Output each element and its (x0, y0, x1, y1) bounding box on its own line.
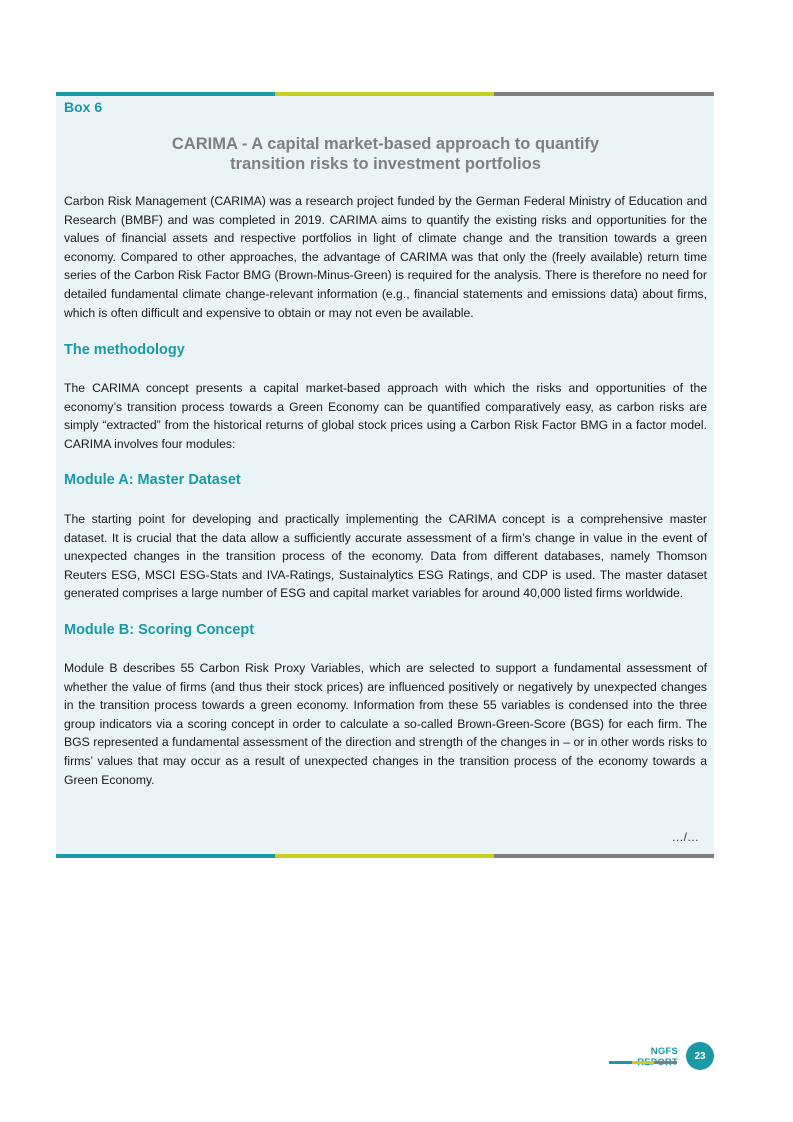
box-title-line-1: CARIMA - A capital market-based approach to quantify (171, 135, 600, 153)
box-label: Box 6 (64, 99, 103, 115)
heading-module-b: Module B: Scoring Concept (64, 622, 255, 638)
heading-module-a: Module A: Master Dataset (64, 472, 241, 488)
methodology-paragraph: The CARIMA concept presents a capital market-based approach with which the risks and opportunities of the economy’s transition process towards a Green Economy can be quantified comparatively easy, as carbon risks are simply “extracted” from the historical returns of global stock prices using a Carbon Risk Factor BMG in a factor model. CARIMA involves four modules: (64, 381, 707, 451)
module-a-paragraph: The starting point for developing and practically implementing the CARIMA concept is a comprehensive master dataset. It is crucial that the data allow a sufficiently accurate assessment of a firm’s change in value in the event of unexpected changes in the transition process of the economy. Data from different databases, namely Thomson Reuters ESG, MSCI ESG-Stats and IVA-Ratings, Sustainalytics ESG Ratings, and CDP is used. The master dataset generated comprises a large number of ESG and capital market variables for around 40,000 listed firms worldwide. (64, 512, 707, 601)
continuation-mark: …/… (671, 830, 699, 844)
page-number-badge: 23 (686, 1042, 714, 1070)
footer-color-bar (609, 1061, 677, 1064)
intro-paragraph: Carbon Risk Management (CARIMA) was a research project funded by the German Federal Ministry of Education and Research (BMBF) and was completed in 2019. CARIMA aims to quantify the existing risks and opportunities for the values of financial assets and respective portfolios in light of climate change and the transition towards a green economy. Compared to other approaches, the advantage of CARIMA was that only the (freely available) return time series of the Carbon Risk Factor BMG (Brown-Minus-Green) is required for the analysis. There is therefore no need for detailed fundamental climate change-relevant information (e.g., financial statements and emissions data) about firms, which is often difficult and expensive to obtain or may not even be available. (64, 194, 707, 320)
heading-methodology: The methodology (64, 342, 185, 358)
report-label: NGFS (650, 1046, 678, 1057)
page-footer (608, 1040, 714, 1072)
module-b-paragraph: Module B describes 55 Carbon Risk Proxy Variables, which are selected to support a fundamental assessment of whether the value of firms (and thus their stock prices) are influenced positively or negatively by unexpected changes in the transition process towards a green economy. Information from these 55 variables is condensed into the three group indicators via a scoring concept in order to calculate a so-called Brown-Green-Score (BGS) for each firm. The BGS represented a fundamental assessment of the direction and strength of the changes in – or in other words risks to firms’ values that may occur as a result of unexpected changes in the transition process of the economy towards a Green Economy. (64, 661, 707, 787)
box-title-line-2: transition risks to investment portfolios (230, 155, 541, 173)
box-title (64, 134, 707, 174)
box-bottom-rule (56, 854, 714, 858)
box-top-rule (56, 92, 714, 96)
